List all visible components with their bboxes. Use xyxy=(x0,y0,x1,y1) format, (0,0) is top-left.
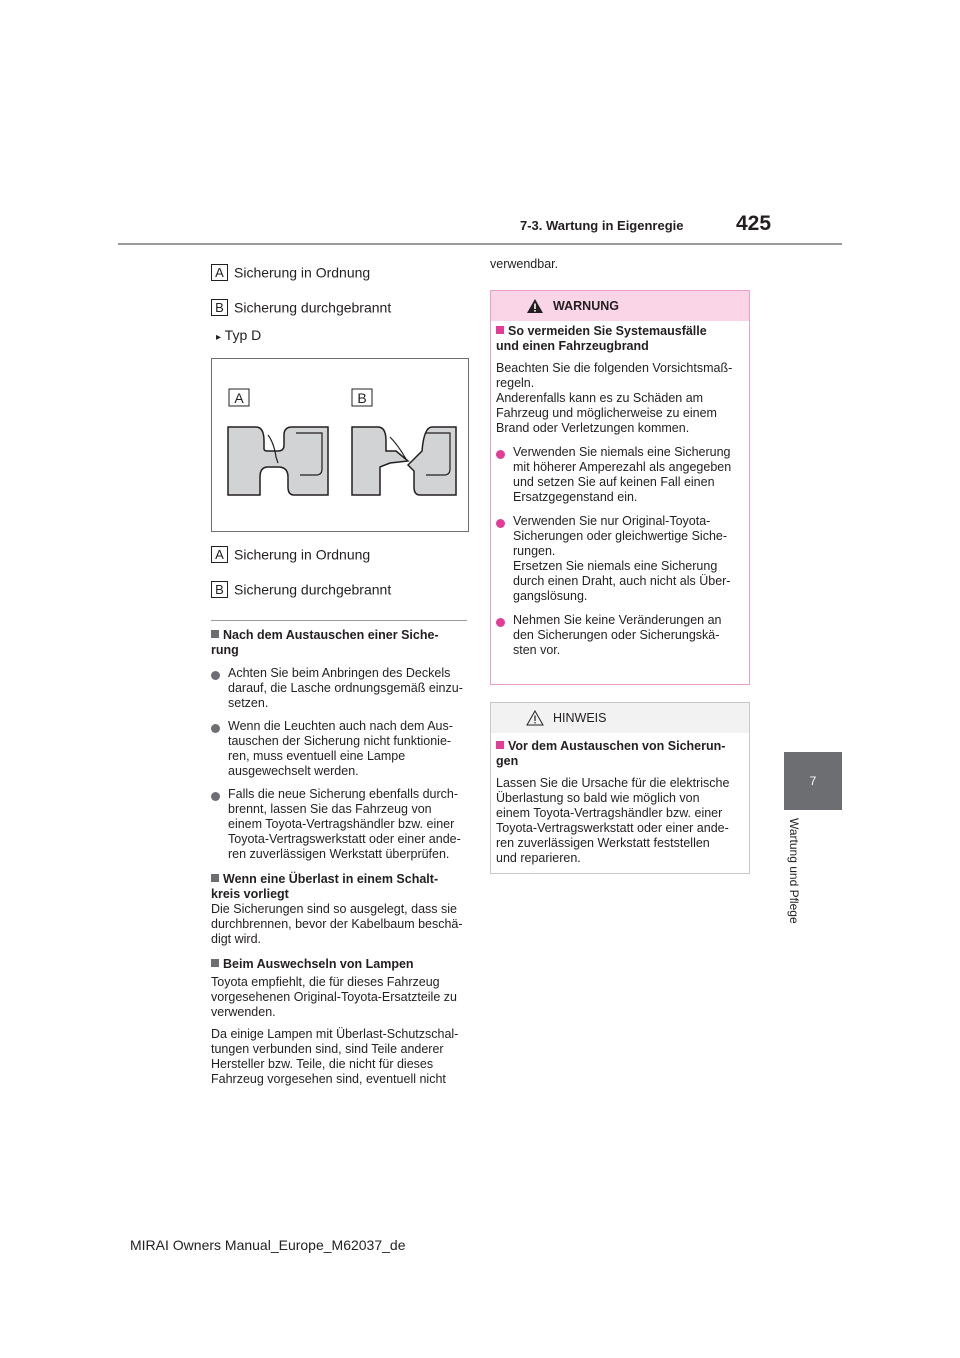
list-item: Wenn die Leuchten auch nach dem Aus- tauschen der Sicherung nicht funktionie- ren, muss eventuell eine Lampe ausgewechselt werden. xyxy=(211,719,471,779)
chapter-label-text: Wartung und Pflege xyxy=(787,818,801,924)
footer-text: MIRAI Owners Manual_Europe_M62037_de xyxy=(130,1237,406,1253)
label-b: B xyxy=(211,299,228,316)
bullet-dot-icon xyxy=(496,519,505,528)
warning-box xyxy=(490,290,750,685)
caution-triangle-icon xyxy=(526,710,544,726)
list-item: Verwenden Sie nur Original-Toyota- Sicherungen oder gleichwertige Siche- rungen. Ersetzen Sie niemals eine Sicherung durch einen Draht, auch nicht als Über- gangslösung. xyxy=(496,514,746,604)
heading-overload: Wenn eine Überlast in einem Schalt- kreis vorliegt xyxy=(211,872,439,901)
fuse-illustration xyxy=(212,359,468,531)
note-text: Lassen Sie die Ursache für die elektrische Überlastung so bald wie möglich von einem Toyota-Vertragshändler bzw. einer Toyota-Vertragswerkstatt oder einer ande- ren zuverlässigen Werkstatt feststellen und reparieren. xyxy=(496,776,730,865)
warning-triangle-icon xyxy=(526,298,544,314)
label-a: A xyxy=(211,264,228,281)
square-bullet-icon xyxy=(211,874,219,882)
lamps-para-2: Da einige Lampen mit Überlast-Schutzschal- tungen verbunden sind, sind Teile anderer Hersteller bzw. Teile, die nicht für dieses Fahrzeug vorgesehen sind, eventuell nicht xyxy=(211,1027,459,1086)
list-item: Achten Sie beim Anbringen des Deckels darauf, die Lasche ordnungsgemäß einzu- setzen. xyxy=(211,666,471,711)
fuse-figure xyxy=(211,358,469,532)
lamps-para-1: Toyota empfiehlt, die für dieses Fahrzeug vorgesehenen Original-Toyota-Ersatzteile zu verwenden. xyxy=(211,975,457,1019)
list-item: Verwenden Sie niemals eine Sicherung mit höherer Amperezahl als angegeben und setzen Sie auf keinen Fall einen Ersatzgegenstand ein. xyxy=(496,445,746,505)
chapter-tab: 7 xyxy=(784,752,842,810)
warning-title: WARNUNG xyxy=(553,299,619,313)
heading-lamps: Beim Auswechseln von Lampen xyxy=(211,957,471,972)
bullet-dot-icon xyxy=(496,618,505,627)
note-heading: Vor dem Austauschen von Sicherun- gen xyxy=(496,739,726,768)
note-title: HINWEIS xyxy=(553,711,607,725)
section-divider xyxy=(211,620,467,621)
caption-a-top: A Sicherung in Ordnung xyxy=(211,263,370,281)
page-number: 425 xyxy=(736,212,772,235)
square-bullet-icon xyxy=(496,741,504,749)
caption-a-bottom: A Sicherung in Ordnung xyxy=(211,545,370,563)
label-b-bottom: B xyxy=(211,581,228,598)
bullet-dot-icon xyxy=(211,792,220,801)
square-bullet-icon xyxy=(211,630,219,638)
bullet-dot-icon xyxy=(496,450,505,459)
note-header xyxy=(491,703,749,733)
list-item: Falls die neue Sicherung ebenfalls durch- brennt, lassen Sie das Fahrzeug von einem Toyota-Vertragshändler bzw. einer Toyota-Vertragswerkstatt oder einer ande- ren zuverlässigen Werkstatt überprüfen. xyxy=(211,787,471,862)
list-item: Nehmen Sie keine Veränderungen an den Sicherungen oder Sicherungskä- sten vor. xyxy=(496,613,746,658)
overload-text: Die Sicherungen sind so ausgelegt, dass sie durchbrennen, bevor der Kabelbaum beschä- digt wird. xyxy=(211,902,463,946)
caption-b-bottom: B Sicherung durchgebrannt xyxy=(211,580,391,598)
continuation-text: verwendbar. xyxy=(490,257,559,271)
label-a-bottom: A xyxy=(211,546,228,563)
chapter-side-label xyxy=(783,818,807,948)
caption-b-top: B Sicherung durchgebrannt xyxy=(211,298,391,316)
square-bullet-icon xyxy=(496,326,504,334)
figure-label-a: A xyxy=(234,390,244,406)
bullet-dot-icon xyxy=(211,724,220,733)
section-title: 7-3. Wartung in Eigenregie xyxy=(520,218,684,233)
warning-intro: Beachten Sie die folgenden Vorsichtsmaß- regeln. Anderenfalls kann es zu Schäden am Fahrzeug und möglicherweise zu einem Brand oder Verletzungen kommen. xyxy=(496,361,733,435)
figure-label-b: B xyxy=(357,390,367,406)
warning-heading: So vermeiden Sie Systemausfälle und einen Fahrzeugbrand xyxy=(496,324,707,353)
header-divider xyxy=(118,243,842,245)
warning-body xyxy=(496,324,746,658)
note-box xyxy=(490,702,750,874)
bullet-dot-icon xyxy=(211,671,220,680)
heading-after-replace: Nach dem Austauschen einer Siche- rung xyxy=(211,628,439,657)
type-label: ▸ Typ D xyxy=(216,327,262,343)
triangle-right-icon: ▸ xyxy=(216,332,222,343)
note-body xyxy=(496,739,746,866)
left-body xyxy=(211,628,471,1087)
warning-header xyxy=(491,291,749,321)
square-bullet-icon xyxy=(211,959,219,967)
